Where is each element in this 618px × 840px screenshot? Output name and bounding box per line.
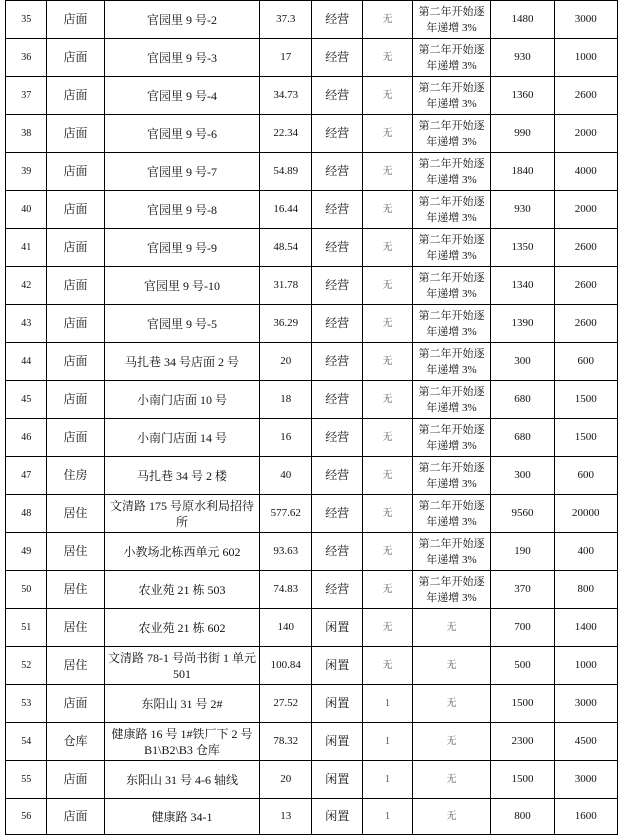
address-cell: 官园里 9 号-3 <box>104 39 260 77</box>
flag-cell: 无 <box>363 191 412 229</box>
area-cell: 20 <box>260 343 312 381</box>
rent-increase-cell: 第二年开始逐年递增 3% <box>412 39 491 77</box>
deposit-value-cell: 600 <box>554 457 617 495</box>
flag-cell: 无 <box>363 77 412 115</box>
rent-increase-cell: 第二年开始逐年递增 3% <box>412 457 491 495</box>
flag-cell: 无 <box>363 153 412 191</box>
flag-cell: 1 <box>363 761 412 799</box>
flag-cell: 无 <box>363 267 412 305</box>
table-row <box>6 571 618 609</box>
deposit-value-cell: 600 <box>554 343 617 381</box>
address-cell: 东阳山 31 号 4-6 轴线 <box>104 761 260 799</box>
flag-cell: 无 <box>363 343 412 381</box>
area-cell: 34.73 <box>260 77 312 115</box>
rent-increase-cell: 第二年开始逐年递增 3% <box>412 191 491 229</box>
table-row <box>6 343 618 381</box>
status-cell: 经营 <box>312 571 363 609</box>
row-number-cell: 46 <box>6 419 47 457</box>
deposit-value-cell: 2600 <box>554 267 617 305</box>
area-cell: 17 <box>260 39 312 77</box>
rent-value-cell: 1360 <box>491 77 554 115</box>
property-type-cell: 店面 <box>47 115 104 153</box>
deposit-value-cell: 2600 <box>554 77 617 115</box>
property-type-cell: 店面 <box>47 419 104 457</box>
status-cell: 经营 <box>312 457 363 495</box>
rent-increase-cell: 无 <box>412 685 491 723</box>
flag-cell: 无 <box>363 115 412 153</box>
address-cell: 小南门店面 10 号 <box>104 381 260 419</box>
table-row <box>6 495 618 533</box>
row-number-cell: 47 <box>6 457 47 495</box>
table-row <box>6 799 618 835</box>
address-cell: 农业苑 21 栋 602 <box>104 609 260 647</box>
address-cell: 官园里 9 号-9 <box>104 229 260 267</box>
row-number-cell: 49 <box>6 533 47 571</box>
deposit-value-cell: 2000 <box>554 115 617 153</box>
row-number-cell: 44 <box>6 343 47 381</box>
rent-increase-cell: 第二年开始逐年递增 3% <box>412 305 491 343</box>
table-row <box>6 191 618 229</box>
status-cell: 经营 <box>312 267 363 305</box>
rent-value-cell: 1480 <box>491 1 554 39</box>
address-cell: 小教场北栋西单元 602 <box>104 533 260 571</box>
flag-cell: 无 <box>363 229 412 267</box>
rent-increase-cell: 第二年开始逐年递增 3% <box>412 533 491 571</box>
property-type-cell: 店面 <box>47 153 104 191</box>
rent-value-cell: 1390 <box>491 305 554 343</box>
table-row <box>6 381 618 419</box>
table-row <box>6 685 618 723</box>
rent-value-cell: 930 <box>491 191 554 229</box>
address-cell: 马扎巷 34 号 2 楼 <box>104 457 260 495</box>
area-cell: 78.32 <box>260 723 312 761</box>
deposit-value-cell: 3000 <box>554 1 617 39</box>
rent-value-cell: 930 <box>491 39 554 77</box>
rent-increase-cell: 第二年开始逐年递增 3% <box>412 381 491 419</box>
table-row <box>6 115 618 153</box>
row-number-cell: 40 <box>6 191 47 229</box>
rent-value-cell: 9560 <box>491 495 554 533</box>
flag-cell: 无 <box>363 457 412 495</box>
row-number-cell: 39 <box>6 153 47 191</box>
area-cell: 16.44 <box>260 191 312 229</box>
flag-cell: 无 <box>363 495 412 533</box>
table-row <box>6 39 618 77</box>
row-number-cell: 43 <box>6 305 47 343</box>
area-cell: 16 <box>260 419 312 457</box>
rent-increase-cell: 第二年开始逐年递增 3% <box>412 419 491 457</box>
rent-increase-cell: 第二年开始逐年递增 3% <box>412 495 491 533</box>
row-number-cell: 52 <box>6 647 47 685</box>
deposit-value-cell: 4000 <box>554 153 617 191</box>
table-row <box>6 77 618 115</box>
rent-value-cell: 1500 <box>491 685 554 723</box>
flag-cell: 1 <box>363 799 412 835</box>
rent-increase-cell: 无 <box>412 609 491 647</box>
row-number-cell: 42 <box>6 267 47 305</box>
row-number-cell: 35 <box>6 1 47 39</box>
deposit-value-cell: 2600 <box>554 305 617 343</box>
deposit-value-cell: 1500 <box>554 419 617 457</box>
rent-increase-cell: 第二年开始逐年递增 3% <box>412 153 491 191</box>
status-cell: 闲置 <box>312 799 363 835</box>
flag-cell: 1 <box>363 685 412 723</box>
deposit-value-cell: 4500 <box>554 723 617 761</box>
rent-value-cell: 990 <box>491 115 554 153</box>
status-cell: 经营 <box>312 115 363 153</box>
area-cell: 100.84 <box>260 647 312 685</box>
address-cell: 官园里 9 号-8 <box>104 191 260 229</box>
flag-cell: 1 <box>363 723 412 761</box>
table-row <box>6 533 618 571</box>
rent-value-cell: 500 <box>491 647 554 685</box>
table-row <box>6 229 618 267</box>
address-cell: 农业苑 21 栋 503 <box>104 571 260 609</box>
status-cell: 闲置 <box>312 647 363 685</box>
status-cell: 经营 <box>312 39 363 77</box>
row-number-cell: 36 <box>6 39 47 77</box>
deposit-value-cell: 1000 <box>554 647 617 685</box>
table-row <box>6 723 618 761</box>
area-cell: 20 <box>260 761 312 799</box>
status-cell: 经营 <box>312 343 363 381</box>
rent-value-cell: 190 <box>491 533 554 571</box>
table-row <box>6 153 618 191</box>
area-cell: 74.83 <box>260 571 312 609</box>
rent-value-cell: 800 <box>491 799 554 835</box>
deposit-value-cell: 1400 <box>554 609 617 647</box>
rent-increase-cell: 第二年开始逐年递增 3% <box>412 343 491 381</box>
rent-increase-cell: 第二年开始逐年递增 3% <box>412 571 491 609</box>
property-type-cell: 店面 <box>47 381 104 419</box>
table-row <box>6 609 618 647</box>
property-type-cell: 店面 <box>47 761 104 799</box>
status-cell: 经营 <box>312 495 363 533</box>
area-cell: 577.62 <box>260 495 312 533</box>
address-cell: 健康路 34-1 <box>104 799 260 835</box>
rent-increase-cell: 无 <box>412 799 491 835</box>
rent-value-cell: 370 <box>491 571 554 609</box>
property-type-cell: 居住 <box>47 609 104 647</box>
status-cell: 经营 <box>312 1 363 39</box>
address-cell: 马扎巷 34 号店面 2 号 <box>104 343 260 381</box>
row-number-cell: 56 <box>6 799 47 835</box>
property-type-cell: 店面 <box>47 77 104 115</box>
rent-increase-cell: 第二年开始逐年递增 3% <box>412 115 491 153</box>
table-row <box>6 761 618 799</box>
row-number-cell: 41 <box>6 229 47 267</box>
status-cell: 闲置 <box>312 609 363 647</box>
property-type-cell: 店面 <box>47 685 104 723</box>
area-cell: 48.54 <box>260 229 312 267</box>
property-table <box>5 0 618 835</box>
address-cell: 文清路 175 号原水利局招待所 <box>104 495 260 533</box>
deposit-value-cell: 3000 <box>554 761 617 799</box>
rent-increase-cell: 无 <box>412 761 491 799</box>
status-cell: 闲置 <box>312 723 363 761</box>
flag-cell: 无 <box>363 419 412 457</box>
status-cell: 闲置 <box>312 761 363 799</box>
status-cell: 经营 <box>312 153 363 191</box>
row-number-cell: 51 <box>6 609 47 647</box>
row-number-cell: 54 <box>6 723 47 761</box>
status-cell: 闲置 <box>312 685 363 723</box>
deposit-value-cell: 1000 <box>554 39 617 77</box>
area-cell: 22.34 <box>260 115 312 153</box>
flag-cell: 无 <box>363 305 412 343</box>
property-type-cell: 居住 <box>47 533 104 571</box>
address-cell: 官园里 9 号-10 <box>104 267 260 305</box>
rent-increase-cell: 第二年开始逐年递增 3% <box>412 77 491 115</box>
flag-cell: 无 <box>363 647 412 685</box>
property-type-cell: 店面 <box>47 229 104 267</box>
rent-value-cell: 300 <box>491 343 554 381</box>
area-cell: 36.29 <box>260 305 312 343</box>
rent-value-cell: 1500 <box>491 761 554 799</box>
area-cell: 140 <box>260 609 312 647</box>
address-cell: 官园里 9 号-5 <box>104 305 260 343</box>
address-cell: 小南门店面 14 号 <box>104 419 260 457</box>
flag-cell: 无 <box>363 39 412 77</box>
address-cell: 文清路 78-1 号尚书街 1 单元 501 <box>104 647 260 685</box>
deposit-value-cell: 20000 <box>554 495 617 533</box>
rent-value-cell: 1350 <box>491 229 554 267</box>
address-cell: 官园里 9 号-4 <box>104 77 260 115</box>
property-type-cell: 店面 <box>47 305 104 343</box>
address-cell: 官园里 9 号-2 <box>104 1 260 39</box>
area-cell: 27.52 <box>260 685 312 723</box>
status-cell: 经营 <box>312 381 363 419</box>
property-type-cell: 居住 <box>47 647 104 685</box>
rent-increase-cell: 无 <box>412 723 491 761</box>
table-row <box>6 267 618 305</box>
property-type-cell: 住房 <box>47 457 104 495</box>
deposit-value-cell: 400 <box>554 533 617 571</box>
rent-value-cell: 2300 <box>491 723 554 761</box>
property-type-cell: 仓库 <box>47 723 104 761</box>
row-number-cell: 38 <box>6 115 47 153</box>
rent-value-cell: 1840 <box>491 153 554 191</box>
table-row <box>6 647 618 685</box>
deposit-value-cell: 2000 <box>554 191 617 229</box>
deposit-value-cell: 800 <box>554 571 617 609</box>
deposit-value-cell: 2600 <box>554 229 617 267</box>
status-cell: 经营 <box>312 533 363 571</box>
table-row <box>6 305 618 343</box>
table-row <box>6 419 618 457</box>
status-cell: 经营 <box>312 305 363 343</box>
flag-cell: 无 <box>363 381 412 419</box>
rent-value-cell: 700 <box>491 609 554 647</box>
area-cell: 37.3 <box>260 1 312 39</box>
row-number-cell: 50 <box>6 571 47 609</box>
row-number-cell: 45 <box>6 381 47 419</box>
property-type-cell: 店面 <box>47 799 104 835</box>
deposit-value-cell: 1500 <box>554 381 617 419</box>
property-type-cell: 店面 <box>47 343 104 381</box>
row-number-cell: 37 <box>6 77 47 115</box>
table-row <box>6 457 618 495</box>
property-type-cell: 店面 <box>47 1 104 39</box>
area-cell: 93.63 <box>260 533 312 571</box>
deposit-value-cell: 1600 <box>554 799 617 835</box>
table-row <box>6 1 618 39</box>
address-cell: 官园里 9 号-6 <box>104 115 260 153</box>
area-cell: 31.78 <box>260 267 312 305</box>
property-type-cell: 店面 <box>47 39 104 77</box>
table-body <box>6 1 618 835</box>
address-cell: 东阳山 31 号 2# <box>104 685 260 723</box>
area-cell: 40 <box>260 457 312 495</box>
flag-cell: 无 <box>363 571 412 609</box>
property-type-cell: 居住 <box>47 495 104 533</box>
status-cell: 经营 <box>312 191 363 229</box>
property-type-cell: 店面 <box>47 267 104 305</box>
rent-value-cell: 300 <box>491 457 554 495</box>
address-cell: 官园里 9 号-7 <box>104 153 260 191</box>
area-cell: 13 <box>260 799 312 835</box>
row-number-cell: 48 <box>6 495 47 533</box>
status-cell: 经营 <box>312 229 363 267</box>
property-type-cell: 居住 <box>47 571 104 609</box>
rent-increase-cell: 第二年开始逐年递增 3% <box>412 1 491 39</box>
rent-value-cell: 680 <box>491 419 554 457</box>
rent-increase-cell: 第二年开始逐年递增 3% <box>412 229 491 267</box>
property-type-cell: 店面 <box>47 191 104 229</box>
area-cell: 18 <box>260 381 312 419</box>
flag-cell: 无 <box>363 1 412 39</box>
rent-value-cell: 680 <box>491 381 554 419</box>
area-cell: 54.89 <box>260 153 312 191</box>
deposit-value-cell: 3000 <box>554 685 617 723</box>
flag-cell: 无 <box>363 533 412 571</box>
rent-increase-cell: 第二年开始逐年递增 3% <box>412 267 491 305</box>
status-cell: 经营 <box>312 419 363 457</box>
rent-increase-cell: 无 <box>412 647 491 685</box>
rent-value-cell: 1340 <box>491 267 554 305</box>
status-cell: 经营 <box>312 77 363 115</box>
row-number-cell: 55 <box>6 761 47 799</box>
flag-cell: 无 <box>363 609 412 647</box>
row-number-cell: 53 <box>6 685 47 723</box>
address-cell: 健康路 16 号 1#铁厂下 2 号 B1\B2\B3 仓库 <box>104 723 260 761</box>
